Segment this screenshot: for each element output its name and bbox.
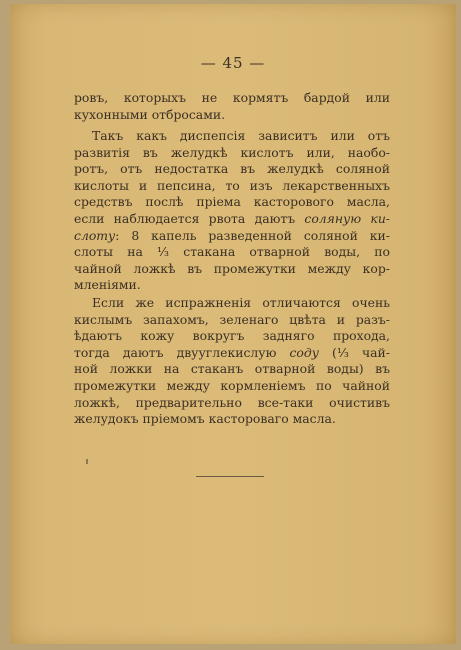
text-line: кухонными отбросами. [74,106,226,122]
text-line: чайной ложкѣ въ промежутки между кор- [74,260,390,276]
paragraph-1 [74,90,390,123]
paragraph-2 [74,128,390,294]
paragraph-3 [74,295,390,428]
text-line: ровъ, которыхъ не кормятъ бардой или [74,90,390,105]
text-line: Если же испражненія отличаются очень [92,295,390,310]
text-line: если наблюдается рвота даютъ соляную ки- [74,210,390,226]
text-line: Такъ какъ диспепсія зависитъ или отъ [92,128,390,143]
text-line: слоту: 8 капель разведенной соляной ки- [74,227,390,243]
paper-speck [86,459,88,464]
text-line: кислымъ запахомъ, зеленаго цвѣта и разъ- [74,311,390,327]
text-line: кислоты и пепсина, то изъ лекарственныхъ [74,177,390,193]
emphasized-text: соду [289,344,319,360]
text-line: средствъ послѣ пріема касторового масла, [74,194,390,210]
text-line: ной ложки на стаканъ отварной воды) въ [74,361,390,377]
book-page [10,4,456,644]
text-line: тогда даютъ двууглекислую соду (⅓ чай- [74,344,391,360]
text-line: ѣдаютъ кожу вокругъ задняго прохода, [74,328,390,344]
section-divider [196,476,264,477]
text-line: ложкѣ, предварительно все-таки очистивъ [74,394,390,410]
text-line: промежутки между кормленіемъ по чайной [74,377,390,393]
emphasized-text: соляную ки- [304,210,390,226]
text-line: желудокъ пріемомъ кастороваго масла. [74,411,336,427]
emphasized-text: слоту [74,227,116,243]
text-line: ротъ, отъ недостатка въ желудкѣ соляной [74,161,390,177]
text-line: развитія въ желудкѣ кислотъ или, наобо- [74,144,390,160]
text-line: мленіями. [74,277,141,293]
text-line: слоты на ⅓ стакана отварной воды, по [74,244,390,260]
page-number: — 45 — [200,54,266,72]
